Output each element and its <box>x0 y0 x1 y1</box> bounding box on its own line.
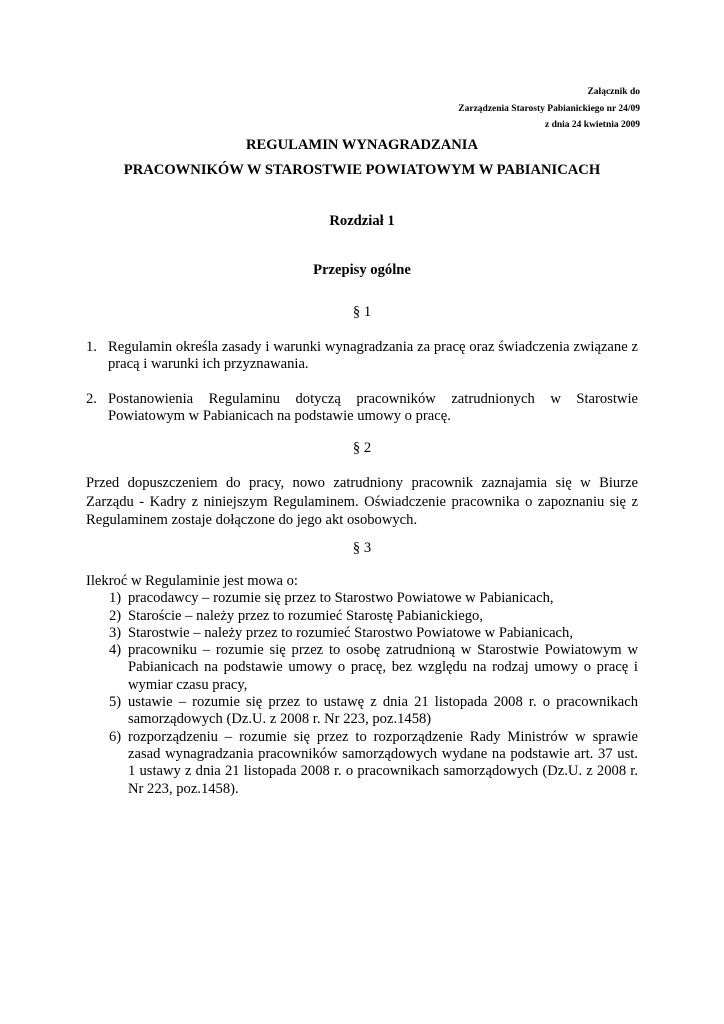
definition-text: Staroście – należy przez to rozumieć Starostę Pabianickiego, <box>128 607 483 624</box>
definition-item <box>86 608 638 625</box>
definition-item <box>86 590 638 607</box>
section-3-definitions <box>86 573 638 798</box>
definition-number: 3) <box>109 624 122 641</box>
definition-number: 5) <box>109 694 122 711</box>
section-2-paragraph: Przed dopuszczeniem do pracy, nowo zatrudniony pracownik zaznajamia się w Biurze Zarządu - Kadry z niniejszym Regulaminem. Oświadczenie pracownika o zapoznaniu się z Regulaminem zostaje dołączone do jego akt osobowych. <box>86 475 638 528</box>
section-2-heading: § 2 <box>352 440 372 456</box>
definition-item <box>86 694 638 729</box>
definition-number: 1) <box>109 590 122 607</box>
definition-text: pracowniku – rozumie się przez to osobę zatrudnioną w Starostwie Powiatowym w Pabianicach na podstawie umowy o pracę, bez względu na rodzaj umowy o pracę i wymiar czasu pracy, <box>128 642 638 693</box>
definition-text: ustawie – rozumie się przez to ustawę z dnia 21 listopada 2008 r. o pracownikach samorządowych (Dz.U. z 2008 r. Nr 223, poz.1458) <box>128 694 638 728</box>
definition-number: 4) <box>109 642 122 659</box>
definition-item <box>86 729 638 798</box>
section-1-list <box>86 339 638 425</box>
annex-header <box>458 84 640 134</box>
list-item-text: Postanowienia Regulaminu dotyczą pracowników zatrudnionych w Starostwie Powiatowym w Pabianicach na podstawie umowy o pracę. <box>108 390 638 424</box>
section-3-heading: § 3 <box>352 540 372 556</box>
section-1-heading: § 1 <box>352 304 372 320</box>
list-item-number: 2. <box>86 390 97 407</box>
annex-line-3: z dnia 24 kwietnia 2009 <box>544 120 640 130</box>
list-item-number: 1. <box>86 339 97 355</box>
definition-item <box>86 642 638 694</box>
list-item-text: Regulamin określa zasady i warunki wynagradzania za pracę oraz świadczenia związane z pracą i warunki ich przyznawania. <box>108 339 638 373</box>
annex-line-2: Zarządzenia Starosty Pabianickiego nr 24/09 <box>458 103 640 114</box>
chapter-heading: Rozdział 1 <box>329 213 395 229</box>
definition-number: 6) <box>109 728 122 745</box>
definition-text: Starostwie – należy przez to rozumieć Starostwo Powiatowe w Pabianicach, <box>128 624 573 641</box>
list-item <box>86 339 638 374</box>
definition-text: pracodawcy – rozumie się przez to Starostwo Powiatowe w Pabianicach, <box>128 590 554 607</box>
chapter-title: Przepisy ogólne <box>313 262 411 278</box>
definition-number: 2) <box>109 607 122 624</box>
definitions-intro: Ilekroć w Regulaminie jest mowa o: <box>86 573 298 589</box>
document-title-line-1: REGULAMIN WYNAGRADZANIA <box>245 137 479 153</box>
annex-line-1: Załącznik do <box>587 87 640 97</box>
definition-text: rozporządzeniu – rozumie się przez to rozporządzenie Rady Ministrów w sprawie zasad wynagradzania pracowników samorządowych wydane na podstawie art. 37 ust. 1 ustawy z dnia 21 listopada 2008 r. o pracownikach samorządowych (Dz.U. z 2008 r. Nr 223, poz.1458). <box>128 728 638 797</box>
definition-item <box>86 625 638 642</box>
list-item <box>86 391 638 426</box>
document-title-line-2: PRACOWNIKÓW W STAROSTWIE POWIATOWYM W PABIANICACH <box>123 162 601 178</box>
